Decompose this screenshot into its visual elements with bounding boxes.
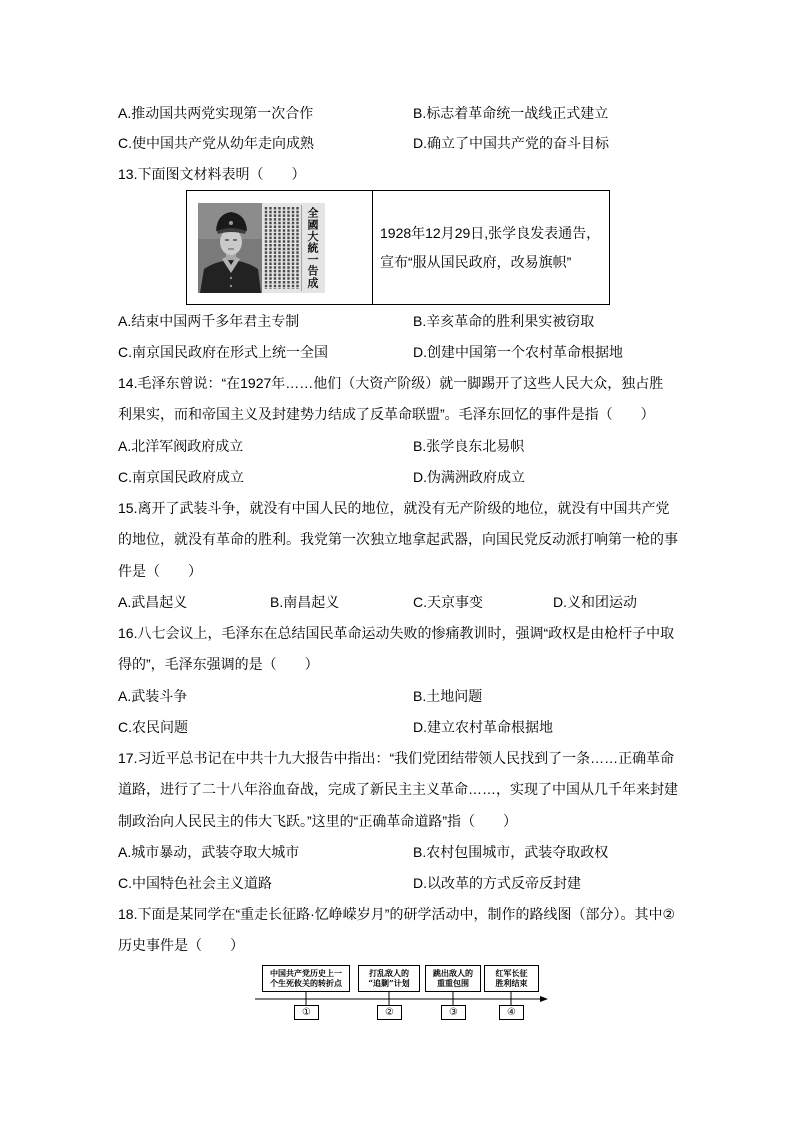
q13-material-text-line-2: 宣布“服从国民政府，改易旗帜”	[380, 254, 572, 270]
q16-option-b: B.土地问题	[413, 688, 483, 704]
q17-stem-line-1: 17.习近平总书记在中共十九大报告中指出：“我们党团结带领人民找到了一条……正确革命	[118, 750, 675, 766]
cap-badge	[229, 221, 233, 225]
q15-option-c: C.天京事变	[413, 594, 483, 610]
newspaper-photo	[198, 203, 325, 293]
q13-option-b: B.辛亥革命的胜利果实被窃取	[413, 313, 595, 329]
q17-option-c: C.中国特色社会主义道路	[118, 875, 272, 891]
q14-option-d: D.伪满洲政府成立	[413, 469, 525, 485]
q13-material-table	[186, 190, 610, 305]
uniform-button	[230, 285, 232, 287]
q13-stem: 13.下面图文材料表明（ ）	[118, 166, 306, 182]
event-2-line-1: 打乱敌人的	[369, 968, 409, 978]
q17-option-a: A.城市暴动，武装夺取大城市	[118, 844, 300, 860]
q15-option-a: A.武昌起义	[118, 594, 188, 610]
q15-stem-line-3: 件是（ ）	[118, 563, 202, 579]
q16-option-c: C.农民问题	[118, 719, 188, 735]
q12-option-c: C.使中国共产党从幼年走向成熟	[118, 135, 314, 151]
event-1-line-2: 个生死攸关的转折点	[270, 978, 342, 988]
q17-option-d: D.以改革的方式反帝反封建	[413, 875, 581, 891]
event-3-line-2: 重重包围	[437, 978, 469, 988]
q16-stem-line-1: 16.八七会议上，毛泽东在总结国民革命运动失败的惨痛教训时，强调“政权是由枪杆子中取	[118, 625, 675, 641]
q12-option-a: A.推动国共两党实现第一次合作	[118, 105, 314, 121]
officer-face	[220, 229, 242, 255]
q18-stem-line-2: 历史事件是（ ）	[118, 937, 244, 953]
q15-stem-line-1: 15.离开了武装斗争，就没有中国人民的地位，就没有无产阶级的地位，就没有中国共产党	[118, 500, 670, 516]
event-box-2	[358, 965, 420, 992]
q16-option-d: D.建立农村革命根据地	[413, 719, 553, 735]
uniform-button	[230, 277, 232, 279]
marker-2: ②	[377, 1005, 402, 1020]
q14-option-a: A.北洋军阀政府成立	[118, 438, 244, 454]
event-4-line-2: 胜利结束	[495, 978, 528, 988]
marker-1: ①	[294, 1005, 319, 1020]
q17-stem-line-3: 制政治向人民民主的伟大飞跃。”这里的“正确革命道路”指（ ）	[118, 813, 517, 829]
q12-option-d: D.确立了中国共产党的奋斗目标	[413, 135, 609, 151]
q15-stem-line-2: 的地位，就没有革命的胜利。我党第一次独立地拿起武器，向国民党反动派打响第一枪的事	[118, 531, 678, 547]
timeline-arrowhead	[540, 996, 548, 1002]
q12-option-b: B.标志着革命统一战线正式建立	[413, 105, 609, 121]
q17-option-b: B.农村包围城市，武装夺取政权	[413, 844, 609, 860]
event-1-line-1: 中国共产党历史上一	[270, 968, 342, 978]
q15-option-d: D.义和团运动	[553, 594, 637, 610]
officer-portrait	[198, 203, 262, 293]
q14-option-b: B.张学良东北易帜	[413, 438, 525, 454]
q13-material-text-line-1: 1928年12月29日,张学良发表通告，	[380, 225, 601, 241]
q14-stem-line-1: 14.毛泽东曾说：“在1927年……他们（大资产阶级）就一脚踢开了这些人民大众，独占胜	[118, 375, 664, 391]
newspaper-headline: 全國大統一告成	[306, 207, 319, 289]
q13-option-c: C.南京国民政府在形式上统一全国	[118, 344, 328, 360]
q16-stem-line-2: 得的”，毛泽东强调的是（ ）	[118, 656, 319, 672]
event-box-1	[262, 965, 350, 992]
marker-4: ④	[499, 1005, 524, 1020]
q17-stem-line-2: 道路，进行了二十八年浴血奋战，完成了新民主主义革命……，实现了中国从几千年来封建	[118, 781, 678, 797]
q16-option-a: A.武装斗争	[118, 688, 188, 704]
long-march-route-diagram	[250, 960, 550, 1024]
event-box-4	[484, 965, 539, 992]
q13-option-d: D.创建中国第一个农村革命根据地	[413, 344, 623, 360]
event-2-line-2: “追剿”计划	[368, 978, 410, 988]
q15-option-b: B.南昌起义	[270, 594, 340, 610]
marker-3: ③	[441, 1005, 466, 1020]
event-3-line-1: 跳出敌人的	[433, 968, 473, 978]
q18-stem-line-1: 18.下面是某同学在“重走长征路·忆峥嵘岁月”的研学活动中，制作的路线图（部分）。其中②	[118, 906, 675, 922]
q14-option-c: C.南京国民政府成立	[118, 469, 244, 485]
event-box-3	[425, 965, 481, 992]
table-divider	[372, 191, 373, 304]
event-4-line-1: 红军长征	[495, 968, 528, 978]
q13-option-a: A.结束中国两千多年君主专制	[118, 313, 300, 329]
q14-stem-line-2: 利果实，而和帝国主义及封建势力结成了反革命联盟”。毛泽东回忆的事件是指（ ）	[118, 406, 655, 422]
